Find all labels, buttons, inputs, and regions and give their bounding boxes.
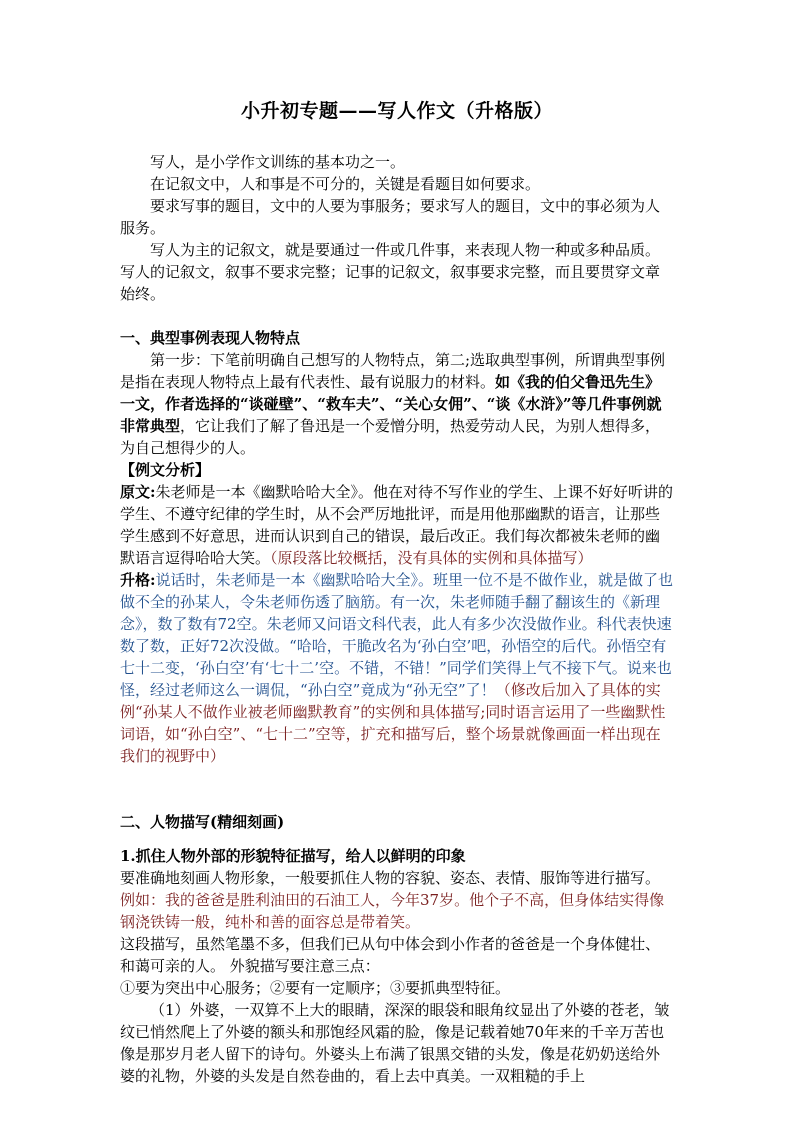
- intro-paragraph-1: 写人，是小学作文训练的基本功之一。: [150, 153, 406, 171]
- spacer: [120, 305, 674, 327]
- original-label: 原文:: [120, 483, 156, 501]
- section2-subheading-1: 1.抓住人物外部的形貌特征描写，给人以鲜明的印象: [120, 847, 466, 865]
- document-title: 小升初专题——写人作文（升格版）: [240, 100, 553, 122]
- section1-heading: 一、典型事例表现人物特点: [120, 329, 301, 347]
- upgraded-paragraph: [120, 569, 674, 767]
- section2-example: 例如：我的爸爸是胜利油田的石油工人，今年37岁。他个子不高，但身体结实得像钢浇铁铸一般，纯朴和善的面容总是带着笑。: [120, 891, 665, 931]
- spacer: [120, 833, 674, 845]
- step-bold-example: 如《我的伯父鲁迅先生》一文，作者选择的“谈碰壁”、“救车夫”、“关心女佣”、“谈《水浒》”等几件事例就非常典型: [120, 373, 662, 435]
- original-paragraph: [120, 481, 674, 569]
- section2-paragraph-3: （1）外婆，一双算不上大的眼睛，深深的眼袋和眼角纹显出了外婆的苍老，皱纹已悄然爬上了外婆的额头和那饱经风霜的脸，像是记载着她70年来的千辛万苦也像是那岁月老人留下的诗句。外婆头上布满了银黑交错的头发，像是花奶奶送给外婆的礼物，外婆的头发是自然卷曲的，看上去中真美。一双粗糙的手上: [120, 1001, 670, 1085]
- spacer: [120, 789, 674, 811]
- intro-paragraph-3: 要求写事的题目，文中的人要为事服务；要求写人的题目，文中的事必须为人服务。: [120, 197, 661, 237]
- example-analysis-heading: 【例文分析】: [120, 461, 211, 479]
- intro-paragraph-2: 在记叙文中，人和事是不可分的，关键是看题目如何要求。: [150, 175, 541, 193]
- section2-paragraph-2: 这段描写，虽然笔墨不多，但我们已从句中体会到小作者的爸爸是一个身体健壮、和蔼可亲的人。 外貌描写要注意三点：: [120, 935, 661, 975]
- original-text: 朱老师是一本《幽默哈哈大全》。他在对待不写作业的学生、上课不好好听讲的学生、不遵守纪律的学生时，从不会严厉地批评，而是用他那幽默的语言，让那些学生感到不好意思，进而认识到自己的错误，最后改正。我们每次都被朱老师的幽默语言逗得哈哈大笑。: [120, 483, 674, 567]
- section2-heading: 二、人物描写(精细刻画): [120, 813, 285, 831]
- original-note: （原段落比较概括，没有具体的实例和具体描写）: [270, 549, 593, 567]
- spacer: [120, 767, 674, 789]
- section1-step-paragraph: [120, 349, 674, 459]
- intro-paragraph-4: 写人为主的记叙文，就是要通过一件或几件事，来表现人物一种或多种品质。写人的记叙文，叙事不要求完整；记事的记叙文，叙事要求完整，而且要贯穿文章始终。: [120, 241, 661, 303]
- section2-points: ①要为突出中心服务；②要有一定顺序；③要抓典型特征。: [120, 979, 511, 997]
- step-text: 第一步：下笔前明确自己想写的人物特点，第二;选取典型事例，所谓典型事例是指在表现人物特点上最有代表性、最有说服力的材料。: [120, 351, 666, 391]
- upgraded-note: （修改后加入了具体的实例“孙某人不做作业被老师幽默教育”的实例和具体描写;同时语言运用了一些幽默性词语，如“孙白空”、“七十二”空等，扩充和描写后，整个场景就像画面一样出现在我们的视野中）: [120, 681, 666, 765]
- upgraded-text: 说话时，朱老师是一本《幽默哈哈大全》。班里一位不是不做作业，就是做了也做不全的孙某人，令朱老师伤透了脑筋。有一次，朱老师随手翻了翻该生的《新理念》，数了数有72空。朱老师又问语文科代表，此人有多少次没做作业。科代表快速数了数，正好72次没做。“哈哈，干脆改名为‘孙白空’吧，孙悟空的后代。孙悟空有七十二变，‘孙白空’有‘七十二’空。不错，不错！”同学们笑得上气不接下气。说来也怪，经过老师这么一调侃，“孙白空”竟成为“孙无空”了！: [120, 571, 674, 699]
- step-tail: ，它让我们了解了鲁迅是一个爱憎分明，热爱劳动人民，为别人想得多，为自己想得少的人。: [120, 417, 661, 457]
- upgraded-label: 升格:: [120, 571, 156, 589]
- section2-paragraph-1: 要准确地刻画人物形象，一般要抓住人物的容貌、姿态、表情、服饰等进行描写。: [120, 869, 661, 887]
